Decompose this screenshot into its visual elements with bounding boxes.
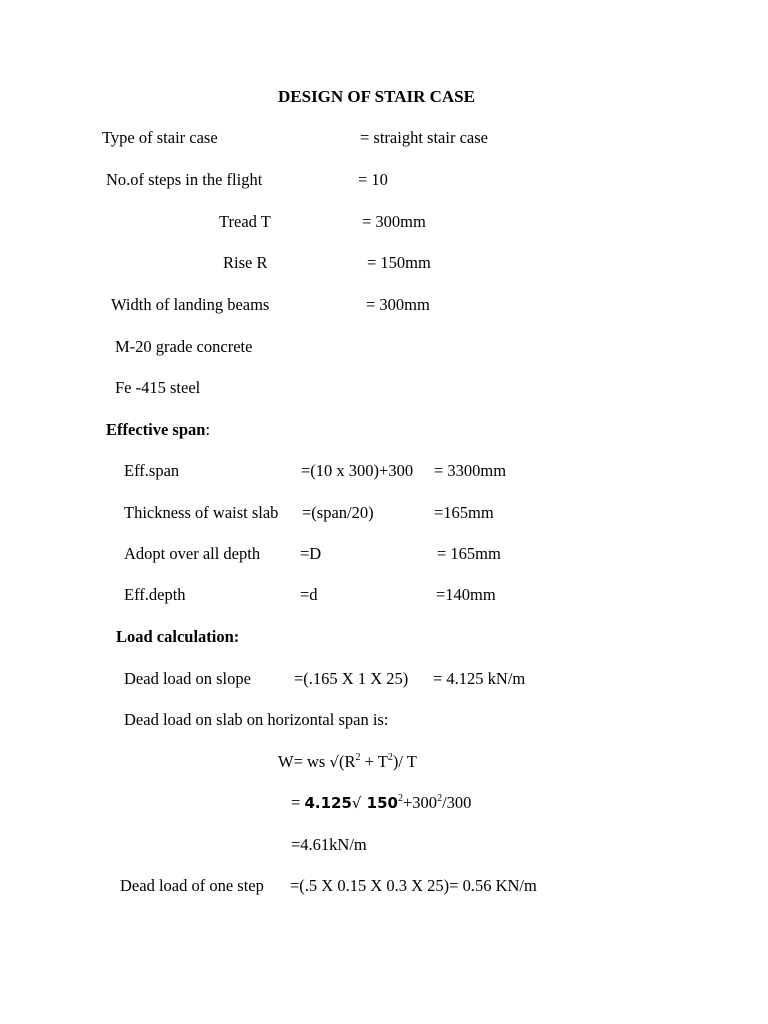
w-calc-150: 150 [361,794,398,812]
landing-beam-label: Width of landing beams [111,295,270,314]
overall-depth-label: Adopt over all depth [124,544,261,563]
w-formula-sup-t: 2 [387,752,393,763]
waist-slab-value: =165mm [434,503,494,522]
horizontal-load-label: Dead load on slab on horizontal span is: [124,710,389,729]
one-step-load-label: Dead load of one step [120,876,264,895]
eff-span-value: = 3300mm [434,461,507,480]
w-formula-t: + T [360,752,388,771]
stair-type-value: = straight stair case [360,128,488,147]
sqrt-icon-2: √ [351,794,362,812]
stair-type-label: Type of stair case [102,128,218,147]
eff-span-formula: =(10 x 300)+300 [301,461,414,480]
w-formula-div: )/ T [392,752,417,771]
landing-beam-value: = 300mm [366,295,430,314]
waist-slab-formula: =(span/20) [302,503,374,522]
steel-grade: Fe -415 steel [115,378,201,397]
tread-value: = 300mm [362,212,426,231]
w-formula [278,752,417,775]
w-formula-r: (R [339,752,356,771]
rise-value: = 150mm [367,253,431,272]
waist-slab-label: Thickness of waist slab [124,503,279,522]
slope-load-label: Dead load on slope [124,669,251,688]
eff-depth-formula: =d [300,585,318,604]
one-step-load-formula: =(.5 X 0.15 X 0.3 X 25)= 0.56 KN/m [290,876,537,895]
overall-depth-formula: =D [300,544,322,563]
w-calc-div: /300 [442,793,472,812]
w-formula-sup-r: 2 [355,752,361,763]
eff-depth-label: Eff.depth [124,585,186,604]
steps-value: = 10 [358,170,388,189]
w-calc-300: +300 [403,793,438,812]
overall-depth-value: = 165mm [437,544,501,563]
w-calc-sup-2: 2 [437,793,443,804]
w-calculation [291,793,471,816]
w-calc-sup-1: 2 [398,793,403,804]
rise-label: Rise R [223,253,268,272]
concrete-grade: M-20 grade concrete [115,337,253,356]
slope-load-value: = 4.125 kN/m [433,669,526,688]
w-calc-eq: = [291,793,305,812]
eff-span-label: Eff.span [124,461,180,480]
effective-span-heading-colon: : [205,420,211,439]
slope-load-formula: =(.165 X 1 X 25) [294,669,409,688]
effective-span-heading [106,420,210,440]
w-calc-ws: 4.125 [304,794,352,812]
eff-depth-value: =140mm [436,585,496,604]
sqrt-icon: √ [329,753,340,771]
effective-span-heading-text: Effective span [106,420,206,439]
tread-label: Tread T [219,212,271,231]
page-title: DESIGN OF STAIR CASE [278,87,475,106]
w-formula-lhs: W= ws [278,752,330,771]
load-calculation-heading: Load calculation: [116,627,240,646]
w-result: =4.61kN/m [291,835,367,854]
steps-label: No.of steps in the flight [106,170,263,189]
